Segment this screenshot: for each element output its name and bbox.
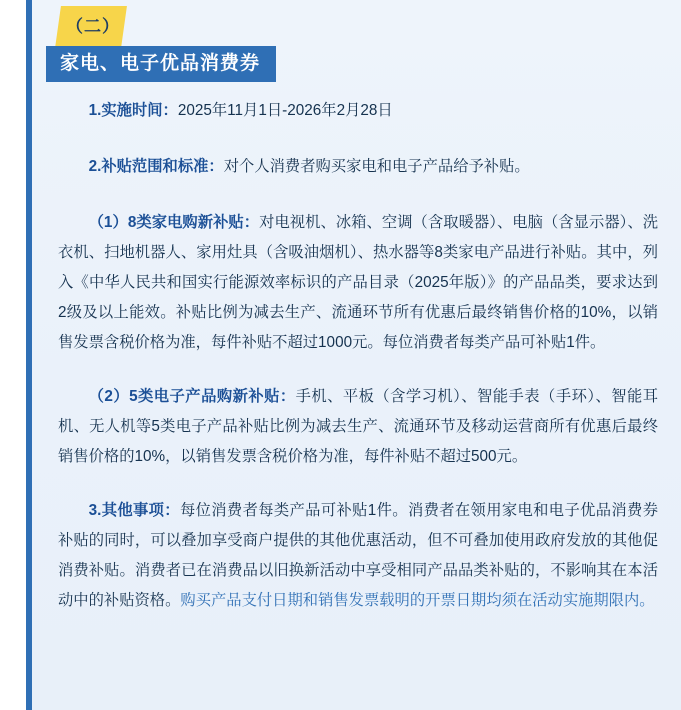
text-electronics-subsidy: 手机、平板（含学习机）、智能手表（手环）、智能耳机、无人机等5类电子产品补贴比例为减去生产、流通环节及移动运营商所有优惠后最终销售价格的10%，以销售发票含税价格为准，每件补贴不超过500元。 bbox=[58, 388, 659, 465]
paragraph-scope bbox=[58, 152, 658, 182]
heading-other-matters: 3.其他事项： bbox=[88, 502, 180, 519]
document-body bbox=[58, 96, 658, 631]
heading-electronics-subsidy: （2）5类电子产品购新补贴： bbox=[88, 388, 296, 405]
paragraph-implementation-time bbox=[58, 96, 658, 126]
heading-implementation-time: 1.实施时间： bbox=[88, 102, 178, 119]
text-scope: 对个人消费者购买家电和电子产品给予补贴。 bbox=[223, 158, 530, 175]
text-implementation-time: 2025年11月1日-2026年2月28日 bbox=[177, 102, 393, 119]
paragraph-other-matters bbox=[58, 496, 658, 616]
page-title: 家电、电子优品消费券 bbox=[46, 46, 276, 82]
section-number-label: （二） bbox=[66, 17, 120, 36]
heading-appliance-subsidy: （1）8类家电购新补贴： bbox=[88, 214, 260, 231]
text-appliance-subsidy: 对电视机、冰箱、空调（含取暖器）、电脑（含显示器）、洗衣机、扫地机器人、家用灶具（含吸油烟机）、热水器等8类家电产品进行补贴。其中，列入《中华人民共和国实行能源效率标识的产品目录（2025年版）》的产品品类，要求达到2级及以上能效。补贴比例为减去生产、流通环节所有优惠后最终销售价格的10%，以销售发票含税价格为准，每件补贴不超过1000元。每位消费者每类产品可补贴1件。 bbox=[58, 214, 659, 351]
text-other-matters-highlight: 购买产品支付日期和销售发票载明的开票日期均须在活动实施期限内。 bbox=[180, 592, 655, 609]
heading-scope: 2.补贴范围和标准： bbox=[88, 158, 224, 175]
text-other-matters: 每位消费者每类产品可补贴1件。消费者在领用家电和电子优品消费券补贴的同时，可以叠加享受商户提供的其他优惠活动，但不可叠加使用政府发放的其他促消费补贴。消费者已在消费品以旧换新活动中享受相同产品品类补贴的，不影响其在本活动中的补贴资格。 bbox=[58, 502, 658, 609]
paragraph-electronics-subsidy bbox=[58, 382, 658, 472]
paragraph-appliance-subsidy bbox=[58, 208, 658, 358]
